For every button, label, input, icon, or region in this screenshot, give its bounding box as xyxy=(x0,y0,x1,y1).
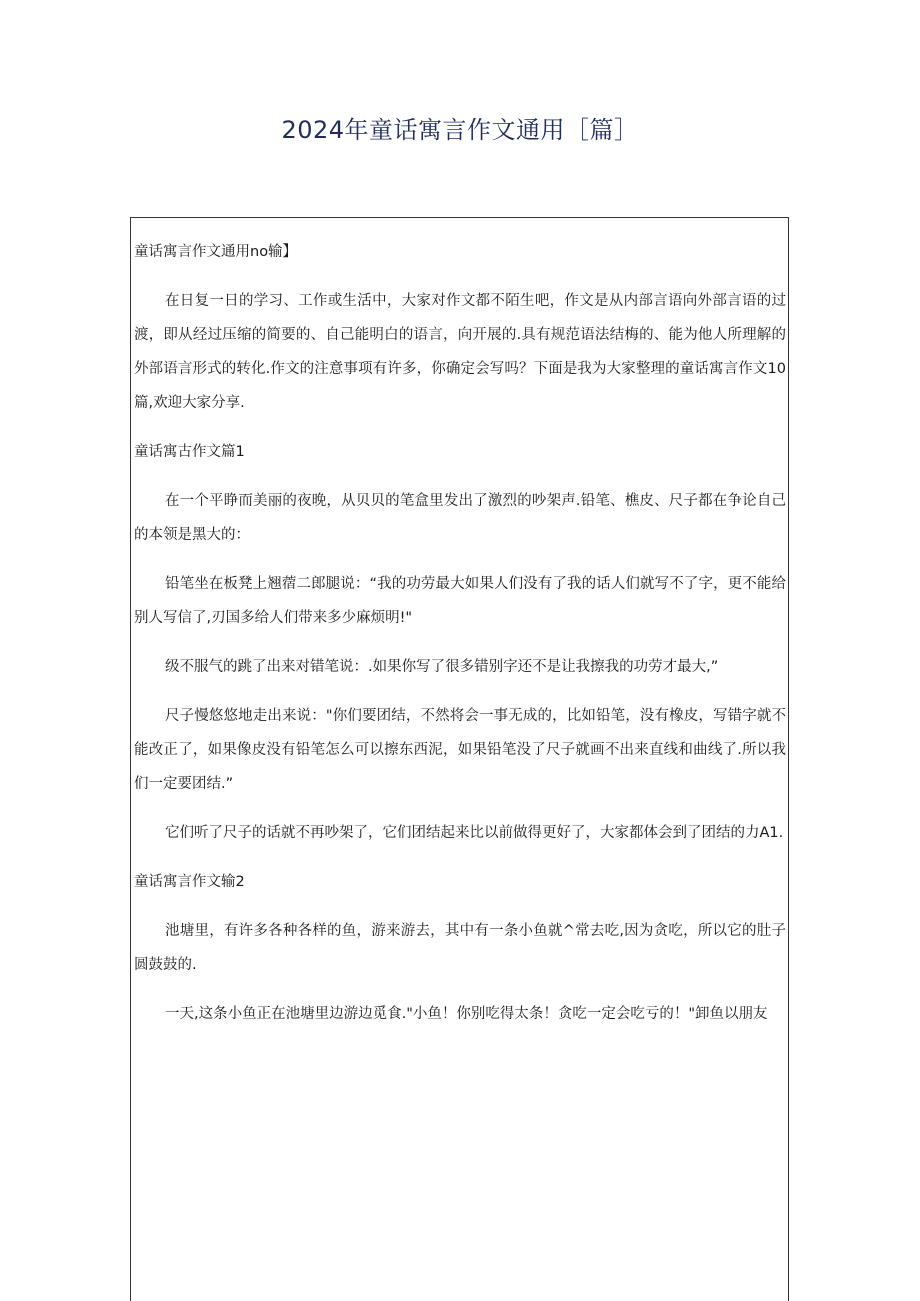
story1-paragraph: 它们听了尺子的话就不再吵架了，它们团结起来比以前做得更好了，大家都体会到了团结的力A1. xyxy=(165,825,784,841)
story1-paragraph: 在一个平睁而美丽的夜晚，从贝贝的笔盒里发出了激烈的吵架声.铅笔、樵皮、尺子都在争论自己的本领是黑大的： xyxy=(134,493,786,543)
intro-paragraph: 在日复一日的学习、工作或生活中，大家对作文都不陌生吧，作文是从内部言语向外部言语的过渡，即从经过压缩的简要的、自己能明白的语言，向开展的.具有规范语法结梅的、能为他人所理解的外部语言形式的转化.作文的注意事项有许多，你确定会写吗？下面是我为大家整理的童话寓言作文10篇,欢迎大家分享. xyxy=(134,293,786,411)
section-heading-1: 童话寓古作文篇1 xyxy=(134,444,245,460)
story1-paragraph: 铅笔坐在板凳上翘蓿二郎腿说：“我的功劳最大如果人们没有了我的话人们就写不了字，更不能给别人写信了,刃国多给人们带来多少麻烦明!" xyxy=(134,576,786,626)
story1-paragraph: 级不服气的跳了出来对错笔说：.如果你写了很多错别字还不是让我擦我的功劳才最大,” xyxy=(165,659,719,675)
document-title: 2024年童话寓言作文通用［篇］ xyxy=(281,116,639,144)
section-heading-2: 童话寓言作文输2 xyxy=(134,874,245,890)
document-body xyxy=(134,235,786,1031)
section-heading-intro: 童话寓言作文通用no输】 xyxy=(134,244,298,260)
story2-paragraph: 一天,这条小鱼正在池塘里边游边觅食."小鱼！你别吃得太条！贪吃一定会吃亏的！"卸鱼以朋友 xyxy=(165,1006,768,1022)
story1-paragraph: 尺子慢悠悠地走出来说："你们要团结，不然将会一事无成的，比如铅笔，没有橡皮，写错字就不能改正了，如果像皮没有铅笔怎么可以擦东西泥，如果铅笔没了尺子就画不出来直线和曲线了.所以我们一定要团结.” xyxy=(134,708,786,792)
story2-paragraph: 池塘里，有许多各种各样的鱼，游来游去，其中有一条小鱼就^常去吃,因为贪吃，所以它的肚子圆鼓鼓的. xyxy=(134,923,786,973)
